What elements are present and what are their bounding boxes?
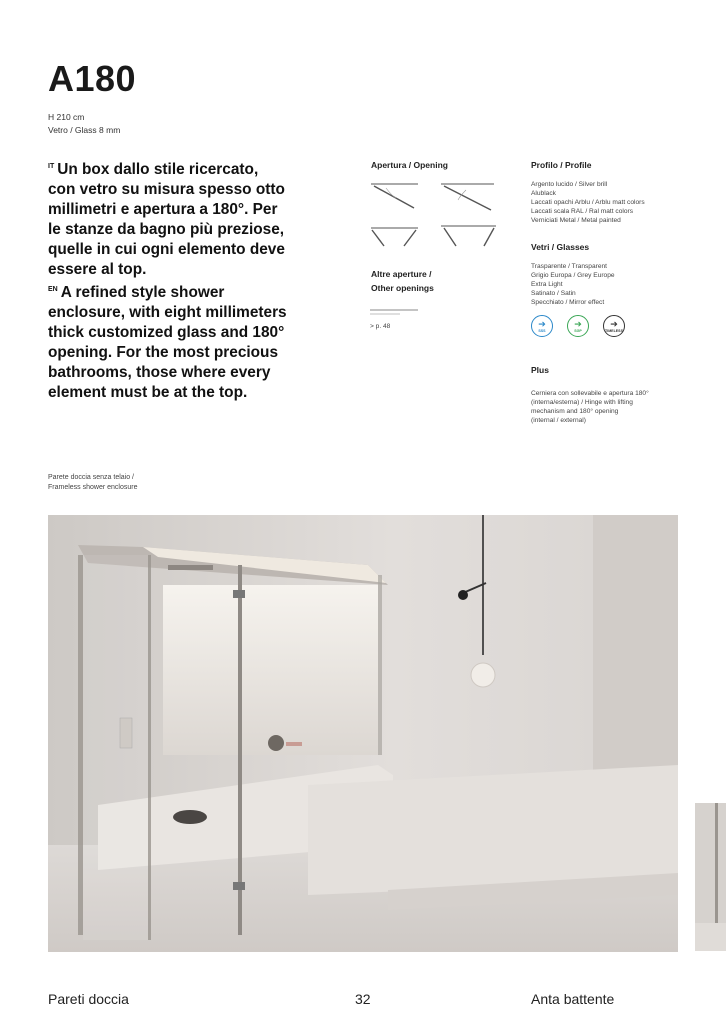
spec-glass: Vetro / Glass 8 mm	[48, 125, 121, 135]
profile-item: Laccati opachi Arblu / Arblu matt colors	[531, 199, 645, 206]
profile-item: Argento lucido / Silver brill	[531, 181, 608, 188]
glasses-heading: Vetri / Glasses	[531, 242, 590, 252]
caption-line-it: Parete doccia senza telaio /	[48, 474, 134, 481]
plus-description	[531, 389, 681, 425]
lead-description	[48, 157, 288, 403]
glass-item: Specchiato / Mirror effect	[531, 299, 605, 306]
shower-enclosure-photo	[48, 515, 678, 952]
badge-label: TIMELESS	[605, 328, 623, 333]
lang-tag-it: IT	[48, 163, 55, 170]
badge-sss	[531, 315, 553, 337]
opening-diagram-4	[441, 226, 496, 246]
profile-list	[531, 180, 645, 225]
glass-item: Grigio Europa / Grey Europe	[531, 272, 615, 279]
plus-line: (interna/esterna) / Hinge with lifting	[531, 399, 633, 406]
glass-item: Satinato / Satin	[531, 290, 576, 297]
lead-english-text: A refined style shower enclosure, with eight millimeters thick customized glass and 180° opening. For the most precious bathrooms, those where every element must be at the top.	[48, 284, 287, 402]
opening-diagram-3	[371, 228, 418, 246]
arrow-right-icon: ➔	[538, 318, 546, 329]
product-title: A180	[48, 58, 137, 99]
opening-diagrams	[366, 178, 506, 250]
opening-diagram-1	[371, 184, 418, 208]
profile-item: Laccati scala RAL / Ral matt colors	[531, 208, 633, 215]
footer-section-title: Pareti doccia	[48, 991, 129, 1007]
spec-height: H 210 cm	[48, 112, 85, 122]
glasses-list	[531, 262, 615, 307]
other-openings-en: Other openings	[371, 283, 434, 293]
profile-item: Verniciati Metal / Metal painted	[531, 217, 621, 224]
other-openings-it: Altre aperture /	[371, 269, 432, 279]
profile-item: Alublack	[531, 190, 556, 197]
other-openings-diagram	[370, 305, 420, 319]
other-openings-heading	[371, 267, 434, 295]
next-page-photo-edge	[695, 803, 726, 951]
arrow-right-icon: ➔	[610, 318, 618, 329]
plus-line: (internal / external)	[531, 417, 586, 424]
badge-timeless	[603, 315, 625, 337]
page-reference-link[interactable]: > p. 48	[370, 323, 391, 330]
glass-item: Trasparente / Transparent	[531, 263, 607, 270]
badge-label: SGP	[574, 328, 582, 333]
footer-category: Anta battente	[531, 991, 615, 1007]
product-specs	[48, 111, 120, 137]
plus-line: mechanism and 180° opening	[531, 408, 619, 415]
lead-english	[48, 280, 288, 403]
badge-label: SSS	[538, 328, 546, 333]
badge-sgp	[567, 315, 589, 337]
arrow-right-icon: ➔	[574, 318, 582, 329]
lang-tag-en: EN	[48, 286, 58, 294]
profile-heading: Profilo / Profile	[531, 160, 592, 170]
plus-heading: Plus	[531, 365, 549, 375]
glass-treatment-badges	[531, 315, 625, 337]
plus-line: Cerniera con sollevabile e apertura 180°	[531, 390, 649, 397]
glass-item: Extra Light	[531, 281, 563, 288]
opening-diagram-2	[441, 184, 494, 210]
page-number: 32	[355, 991, 371, 1007]
lead-italian-text: Un box dallo stile ricercato, con vetro su misura spesso otto millimetri e apertura a 180°. Per le stanze da bagno più preziose, quelle in cui ogni elemento deve essere al top.	[48, 161, 285, 279]
caption-line-en: Frameless shower enclosure	[48, 484, 138, 491]
lead-italian	[48, 157, 288, 280]
photo-caption	[48, 473, 137, 493]
opening-heading: Apertura / Opening	[371, 160, 448, 170]
